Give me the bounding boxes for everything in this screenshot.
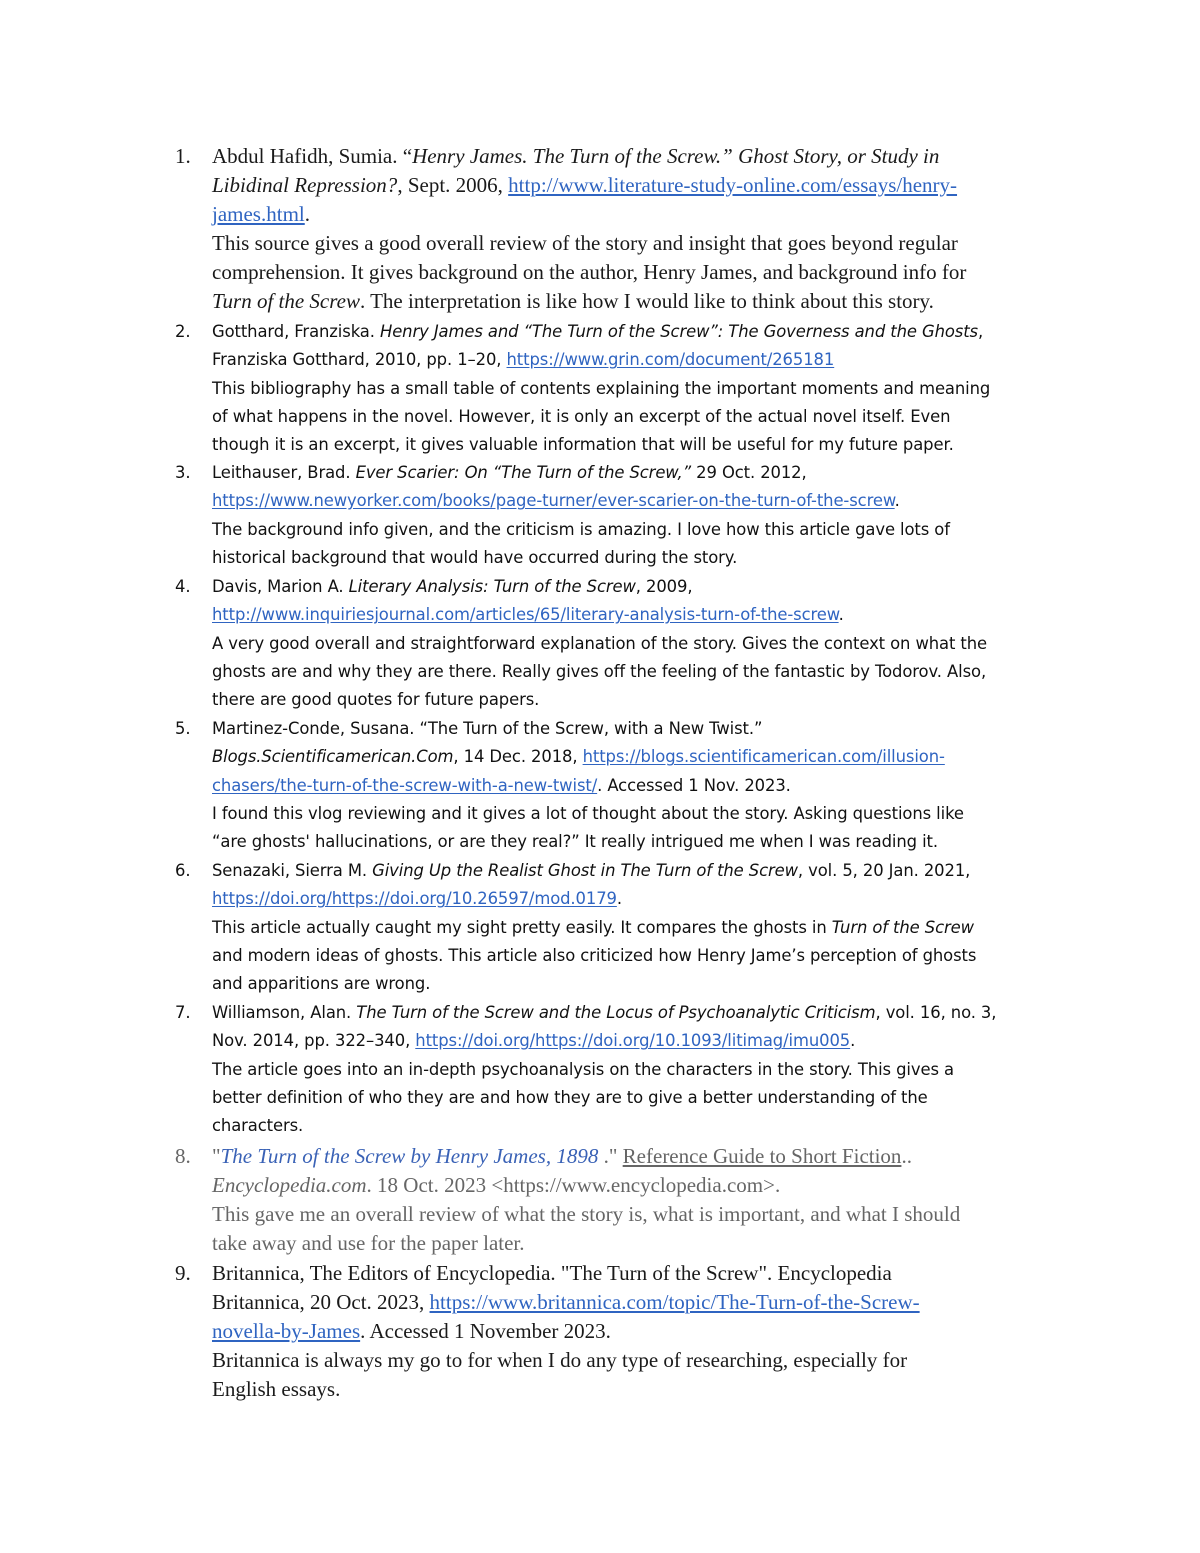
entry-number: 2. bbox=[175, 322, 191, 341]
entry-punct: >. bbox=[763, 1173, 781, 1197]
entry-annotation-line: English essays. bbox=[212, 1377, 341, 1401]
entry-annotation-line: “are ghosts' hallucinations, or are they real?” It really intrigued me when I was reading it. bbox=[212, 832, 938, 852]
entry-author: Williamson, Alan. bbox=[212, 1003, 357, 1022]
entry-author: Abdul Hafidh, Sumia. “ bbox=[212, 144, 413, 168]
entry-annotation-line: This gave me an overall review of what the story is, what is important, and what I should bbox=[212, 1202, 961, 1226]
entry-quote-open: " bbox=[212, 1144, 221, 1168]
entry-annotation-line: though it is an excerpt, it gives valuable information that will be useful for my future paper. bbox=[212, 435, 954, 455]
entry-url-link-cont[interactable]: chasers/the-turn-of-the-screw-with-a-new-twist/ bbox=[212, 775, 598, 795]
entry-date: 29 Oct. 2012, bbox=[691, 463, 807, 482]
entry-punct: , bbox=[978, 322, 984, 341]
entry-annotation-italic: Turn of the Screw bbox=[212, 289, 360, 313]
entry-number: 3. bbox=[175, 463, 191, 482]
entry-date: , 2009, bbox=[635, 577, 693, 596]
entry-annotation-line: A very good overall and straightforward explanation of the story. Gives the context on what the bbox=[212, 633, 988, 653]
entry-annotation-line: take away and use for the paper later. bbox=[212, 1231, 525, 1255]
entry-url-link[interactable]: https://blogs.scientificamerican.com/illusion- bbox=[582, 747, 945, 767]
entry-annotation-line: of what happens in the novel. However, it is only an excerpt of the actual novel itself. Even bbox=[212, 406, 951, 426]
entry-date: , Sept. 2006, bbox=[397, 173, 509, 197]
entry-details: , vol. 16, no. 3, bbox=[875, 1003, 997, 1022]
entry-url-link[interactable]: https://www.newyorker.com/books/page-turner/ever-scarier-on-the-turn-of-the-screw bbox=[212, 491, 895, 511]
entry-url-text: https://www.encyclopedia.com bbox=[503, 1173, 764, 1197]
entry-title: Ever Scarier: On “The Turn of the Screw,” bbox=[355, 463, 692, 482]
entry-details: , vol. 5, 20 Jan. 2021, bbox=[797, 861, 971, 880]
entry-punct: . bbox=[894, 491, 900, 511]
entry-annotation-line: there are good quotes for future papers. bbox=[212, 690, 540, 710]
entry-title-cont: Libidinal Repression? bbox=[212, 173, 398, 197]
entry-title: Blogs.Scientificamerican.Com bbox=[212, 747, 454, 767]
entry-title: Giving Up the Realist Ghost in The Turn of the Screw bbox=[372, 861, 798, 880]
entry-annotation-line: The article goes into an in-depth psychoanalysis on the characters in the story. This gives a bbox=[212, 1059, 954, 1079]
entry-url-link[interactable]: http://www.inquiriesjournal.com/articles/65/literary-analysis-turn-of-the-screw bbox=[212, 605, 839, 625]
entry-annotation-line: historical background that would have occurred during the story. bbox=[212, 547, 738, 567]
entry-annotation-line: This bibliography has a small table of contents explaining the important moments and meaning bbox=[212, 378, 991, 398]
entry-annotation-line: ghosts are and why they are there. Really gives off the feeling of the fantastic by Todorov. Also, bbox=[212, 661, 987, 681]
entry-annotation-line: better definition of who they are and how they are to give a better understanding of the bbox=[212, 1087, 928, 1107]
entry-date: . 18 Oct. 2023 < bbox=[366, 1173, 504, 1197]
entry-url-link[interactable]: https://doi.org/https://doi.org/10.26597/mod.0179 bbox=[212, 889, 617, 909]
entry-title: Henry James. The Turn of the Screw.” Ghost Story, or Study in bbox=[412, 144, 940, 168]
entry-accessed: . Accessed 1 Nov. 2023. bbox=[597, 775, 791, 795]
entry-annotation-line: . The interpretation is like how I would like to think about this story. bbox=[359, 289, 934, 313]
entry-punct: .. bbox=[901, 1144, 912, 1168]
reference-guide-link[interactable]: Reference Guide to Short Fiction bbox=[622, 1144, 902, 1168]
entry-punct: . bbox=[304, 202, 310, 226]
entry-title: Literary Analysis: Turn of the Screw bbox=[348, 577, 636, 596]
entry-annotation-line: characters. bbox=[212, 1116, 304, 1136]
entry-title: The Turn of the Screw and the Locus of Psychoanalytic Criticism bbox=[356, 1003, 876, 1022]
entry-title: The Turn of the Screw by Henry James, 1898 bbox=[220, 1144, 604, 1168]
entry-annotation-line: This article actually caught my sight pretty easily. It compares the ghosts in bbox=[212, 917, 832, 937]
entry-author: Britannica, The Editors of Encyclopedia. "The Turn of the Screw". Encyclopedia bbox=[212, 1261, 892, 1285]
entry-author: Martinez-Conde, Susana. “The Turn of the Screw, with a New Twist.” bbox=[212, 719, 763, 738]
entry-url-link-cont[interactable]: novella-by-James bbox=[212, 1319, 361, 1343]
entry-number: 7. bbox=[175, 1003, 191, 1022]
entry-annotation-line: Britannica is always my go to for when I do any type of researching, especially for bbox=[212, 1348, 908, 1372]
entry-number: 5. bbox=[175, 719, 191, 738]
entry-number: 6. bbox=[175, 861, 191, 880]
entry-punct: . bbox=[616, 889, 622, 909]
entry-url-link[interactable]: http://www.literature-study-online.com/essays/henry- bbox=[508, 173, 958, 197]
entry-author: Leithauser, Brad. bbox=[212, 463, 356, 482]
entry-date: , 14 Dec. 2018, bbox=[453, 747, 583, 767]
entry-annotation-line: comprehension. It gives background on the author, Henry James, and background info for bbox=[212, 260, 967, 284]
entry-annotation-line: and modern ideas of ghosts. This article also criticized how Henry Jame’s perception of ghosts bbox=[212, 945, 977, 965]
entry-author: Davis, Marion A. bbox=[212, 577, 349, 596]
entry-number: 8. bbox=[175, 1144, 191, 1168]
entry-url-link[interactable]: https://www.britannica.com/topic/The-Turn-of-the-Screw- bbox=[429, 1290, 920, 1314]
entry-annotation-line: This source gives a good overall review of the story and insight that goes beyond regular bbox=[212, 231, 958, 255]
entry-author: Senazaki, Sierra M. bbox=[212, 861, 373, 880]
entry-number: 1. bbox=[175, 144, 191, 168]
entry-title: Henry James and “The Turn of the Screw”: The Governess and the Ghosts bbox=[379, 322, 978, 341]
entry-punct: . bbox=[850, 1031, 856, 1051]
entry-details: Franziska Gotthard, 2010, pp. 1–20, bbox=[212, 350, 507, 370]
entry-url-link[interactable]: https://www.grin.com/document/265181 bbox=[506, 350, 835, 370]
entry-annotation-line: The background info given, and the criticism is amazing. I love how this article gave lots of bbox=[212, 519, 950, 539]
entry-number: 9. bbox=[175, 1261, 191, 1285]
entry-details: Nov. 2014, pp. 322–340, bbox=[212, 1031, 416, 1051]
entry-url-link-cont[interactable]: james.html bbox=[212, 202, 305, 226]
entry-site: Encyclopedia.com bbox=[212, 1173, 367, 1197]
entry-number: 4. bbox=[175, 577, 191, 596]
entry-details: Britannica, 20 Oct. 2023, bbox=[212, 1290, 430, 1314]
entry-accessed: . Accessed 1 November 2023. bbox=[360, 1319, 611, 1343]
entry-quote-close: ." bbox=[603, 1144, 623, 1168]
entry-author: Gotthard, Franziska. bbox=[212, 322, 380, 341]
entry-annotation-italic: Turn of the Screw bbox=[831, 917, 974, 937]
entry-annotation-line: I found this vlog reviewing and it gives a lot of thought about the story. Asking questions like bbox=[212, 803, 964, 823]
entry-url-link[interactable]: https://doi.org/https://doi.org/10.1093/litimag/imu005 bbox=[415, 1031, 851, 1051]
entry-punct: . bbox=[838, 605, 844, 625]
entry-annotation-line: and apparitions are wrong. bbox=[212, 974, 431, 994]
